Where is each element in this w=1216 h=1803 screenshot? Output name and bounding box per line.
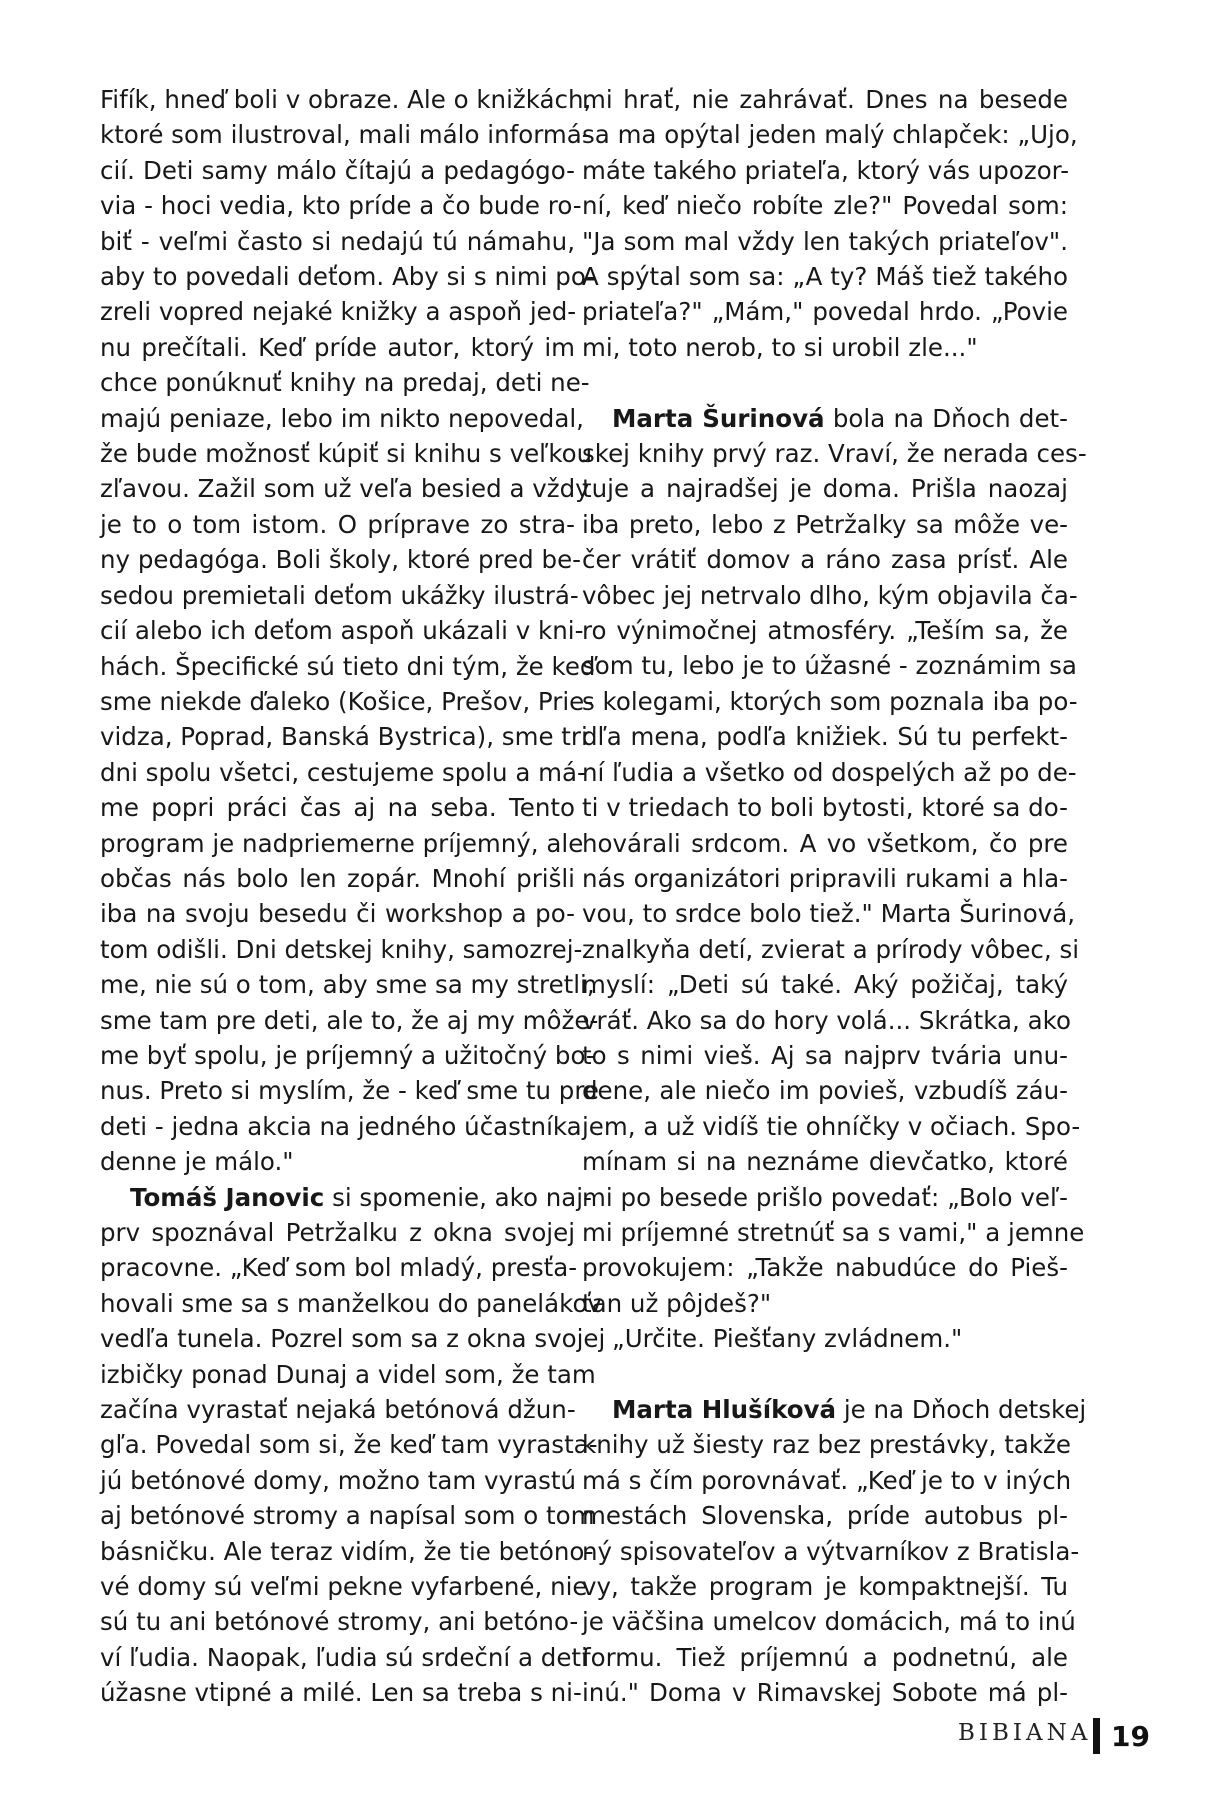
text-line [100,1534,594,1569]
text-line [100,790,575,825]
line-text: vé domy sú veľmi pekne vyfarbené, nie [100,1572,588,1602]
line-text: ný spisovateľov a výtvarníkov z Bratisla- [582,1536,1080,1566]
line-text: skej knihy prvý raz. Vraví, že nerada ces- [582,439,1087,469]
text-line [100,1038,595,1073]
line-text: to s nimi vieš. Aj sa najprv tvária unu- [582,1040,1068,1070]
line-text: zľavou. Zažil som už veľa besied a vždy [100,474,590,504]
paragraph-gap [582,1357,1068,1392]
line-text: ro výnimočnej atmosféry. „Teším sa, že [582,616,1068,646]
line-text: Fifík, hneď boli v obraze. Ale o knižkách, [100,85,592,114]
line-text: prv spoznával Petržalku z okna svojej [100,1218,575,1247]
text-line [100,755,586,790]
text-line [100,294,575,329]
text-line [100,82,592,117]
line-text: dene, ale niečo im povieš, vzbudíš záu- [582,1076,1068,1106]
line-text: iba preto, lebo z Petržalky sa môže ve- [582,509,1068,539]
line-text: ktoré som ilustroval, mali málo informá- [100,120,591,150]
footer-divider [1093,1718,1100,1754]
text-line [100,330,575,365]
person-name: Marta Hlušíková [612,1395,837,1424]
line-text: občas nás bolo len zopár. Mnohí prišli [100,863,575,893]
text-line [582,330,1068,365]
text-line [582,578,1078,613]
text-line [100,188,582,223]
text-line [582,117,1078,152]
text-line [100,153,575,188]
text-line [582,1144,1068,1179]
line-text: majú peniaze, lebo im nikto nepovedal, [100,403,584,433]
text-line [100,861,575,896]
line-text: básničku. Ale teraz vidím, že tie betóno- [100,1536,594,1566]
text-line [582,507,1068,542]
line-text: dni spolu všetci, cestujeme spolu a má- [100,757,586,787]
line-text: je väčšina umelcov domácich, má to inú [582,1607,1076,1637]
line-text: biť - veľmi často si nedajú tú námahu, [100,226,575,256]
text-line [582,967,1068,1002]
line-text: ví ľudia. Naopak, ľudia sú srdeční a deti [100,1642,588,1672]
text-line [100,436,593,471]
text-line [582,471,1068,506]
text-line [582,613,1068,648]
text-line [582,861,1068,896]
page-number: 19 [1111,1720,1150,1753]
text-line [100,401,584,436]
text-line [100,1604,579,1639]
line-text: som tu, lebo je to úžasné - zoznámim sa [582,651,1077,681]
left-text-column [100,82,606,1711]
text-line [100,1215,575,1250]
text-line [582,1534,1080,1569]
line-text: inú." Doma v Rimavskej Sobote má pl- [582,1678,1068,1708]
line-text: sú tu ani betónové stromy, ani betóno- [100,1607,579,1637]
line-text: hách. Špecifické sú tieto dni tým, že keď [100,651,596,681]
text-line [582,1109,1081,1144]
text-line [582,648,1077,683]
text-line [100,967,595,1002]
text-line [100,1392,575,1427]
text-line [582,153,1068,188]
text-line [100,259,596,294]
line-text: ti v triedach to boli bytosti, ktoré sa do- [582,793,1068,823]
line-text: mínam si na neznáme dievčatko, ktoré [582,1147,1068,1177]
line-text: me, nie sú o tom, aby sme sa my stretli, [100,970,595,1000]
line-text: vráť. Ako sa do hory volá... Skrátka, ako [582,1005,1071,1035]
text-line [100,1109,582,1144]
line-text: me byť spolu, je príjemný a užitočný bo- [100,1040,595,1070]
line-text: zreli vopred nejaké knižky a aspoň jed- [100,297,577,327]
line-text: jem, a už vidíš tie ohníčky v očiach. Spo- [582,1111,1081,1141]
text-line [100,613,584,648]
line-text: A spýtal som sa: „A ty? Máš tiež takého [582,262,1068,292]
line-text: aj betónové stromy a napísal som o tom [100,1501,595,1531]
line-text: pracovne. „Keď som bol mladý, presťa- [100,1253,578,1283]
line-text: chce ponúknuť knihy na predaj, deti ne- [100,368,590,398]
text-line [582,1321,1068,1356]
line-text: knihy už šiesty raz bez prestávky, takže [582,1430,1071,1460]
text-line [582,1392,1087,1427]
text-line [100,1321,606,1356]
line-text: provokujem: „Takže nabudúce do Pieš- [582,1253,1068,1283]
line-text: vidza, Poprad, Banská Bystrica), sme tri [100,722,588,752]
line-text: úžasne vtipné a milé. Len sa treba s ni- [100,1678,582,1708]
line-text: máte takého priateľa, ktorý vás upozor- [582,155,1070,185]
text-line [582,1640,1068,1675]
line-text: „Určite. Piešťany zvládnem." [612,1324,963,1354]
line-text: nus. Preto si myslím, že - keď sme tu pre [100,1076,599,1106]
text-line [100,1003,599,1038]
line-text: je na Dňoch detskej [836,1395,1087,1424]
text-line [100,542,581,577]
line-text: dľa mena, podľa knižiek. Sú tu perfekt- [582,722,1068,752]
text-line [582,259,1068,294]
text-line [100,1675,582,1710]
text-line [100,507,575,542]
text-line [582,1569,1068,1604]
line-text: ní ľudia a všetko od dospelých až po de- [582,757,1077,787]
line-text: tuje a najradšej je doma. Prišla naozaj [582,474,1068,504]
line-text: tom odišli. Dni detskej knihy, samozrej- [100,934,583,964]
line-text: mestách Slovenska, príde autobus pl- [582,1501,1068,1531]
line-text: nu prečítali. Keď príde autor, ktorý im [100,332,575,362]
line-text: izbičky ponad Dunaj a videl som, že tam [100,1359,596,1389]
line-text: mi príjemné stretnúť sa s vami," a jemne [582,1217,1085,1247]
line-text: "Ja som mal vždy len takých priateľov". [582,226,1068,256]
text-line [100,826,584,861]
line-text: cií. Deti samy málo čítajú a pedagógo- [100,155,575,185]
line-text: ťan už pôjdeš?" [582,1288,772,1318]
text-line [582,896,1075,931]
line-text: vou, to srdce bolo tiež." Marta Šurinová, [582,899,1075,929]
line-text: vôbec jej netrvalo dlho, kým objavila ča- [582,580,1078,610]
person-name: Marta Šurinová [612,403,825,433]
text-line [582,1180,1068,1215]
text-line [582,224,1068,259]
text-line [100,1357,596,1392]
line-text: sme niekde ďaleko (Košice, Prešov, Prie- [100,686,594,716]
line-text: priateľa?" „Mám," povedal hrdo. „Povie [582,297,1068,327]
text-line [100,1250,578,1285]
right-text-column [582,82,1087,1711]
text-line [582,401,1068,436]
text-line [100,649,596,684]
person-name: Tomáš Janovic [130,1182,325,1212]
line-text: iba na svoju besedu či workshop a po- [100,899,575,929]
text-line [582,436,1087,471]
line-text: hovali sme sa s manželkou do panelákov [100,1288,602,1318]
text-line [100,896,575,931]
line-text: hovárali srdcom. A vo všetkom, čo pre [582,828,1068,858]
line-text: aby to povedali deťom. Aby si s nimi po- [100,262,596,292]
text-line [100,1569,588,1604]
text-line [100,719,588,754]
line-text: znalkyňa detí, zvierat a prírody vôbec, si [582,934,1080,964]
line-text: je to o tom istom. O príprave zo stra- [100,509,575,539]
text-line [582,542,1068,577]
line-text: vy, takže program je kompaktnejší. Tu [582,1572,1068,1602]
line-text: sme tam pre deti, ale to, že aj my môže- [100,1005,599,1035]
text-line [582,1604,1076,1639]
text-line [582,932,1080,967]
line-text: gľa. Povedal som si, že keď tam vyrasta- [100,1430,598,1460]
line-text: denne je málo." [100,1147,294,1177]
page-footer [0,1718,1216,1758]
line-text: jú betónové domy, možno tam vyrastú [100,1465,576,1495]
line-text: mi po besede prišlo povedať: „Bolo veľ- [582,1182,1068,1212]
text-line [582,1498,1068,1533]
text-line [582,790,1068,825]
text-line [582,826,1068,861]
text-line [100,578,579,613]
text-line [582,1463,1072,1498]
text-line [100,1144,575,1179]
line-text: formu. Tiež príjemnú a podnetnú, ale [582,1642,1068,1672]
text-line [582,1038,1068,1073]
text-line [582,1215,1085,1250]
line-text: program je nadpriemerne príjemný, ale [100,828,584,858]
text-line [582,684,1078,719]
line-text: bola na Dňoch det- [824,403,1068,433]
text-line [582,755,1077,790]
line-text: myslí: „Deti sú také. Aký požičaj, taký [582,970,1068,1000]
magazine-name: BIBIANA [958,1720,1092,1746]
text-line [582,82,1068,117]
line-text: mi, toto nerob, to si urobil zle..." [582,332,978,362]
line-text: má s čím porovnávať. „Keď je to v iných [582,1465,1072,1495]
line-text: me popri práci čas aj na seba. Tento [100,793,575,823]
text-line [100,1180,592,1215]
text-line [100,117,591,152]
text-line [100,1640,588,1675]
line-text: že bude možnosť kúpiť si knihu s veľkou [100,439,593,469]
line-text: začína vyrastať nejaká betónová džun- [100,1395,576,1425]
line-text: ny pedagóga. Boli školy, ktoré pred be- [100,545,581,575]
line-text: čer vrátiť domov a ráno zasa prísť. Ale [582,545,1068,575]
line-text: s kolegami, ktorých som poznala iba po- [582,686,1078,716]
text-line [582,1250,1068,1285]
text-line [100,684,594,719]
line-text: cií alebo ich deťom aspoň ukázali v kni- [100,616,584,646]
text-line [582,1675,1068,1710]
text-line [100,1286,602,1321]
text-line [582,1003,1071,1038]
text-line [100,1073,599,1108]
text-line [582,188,1068,223]
text-line [582,719,1068,754]
text-line [100,224,575,259]
line-text: ní, keď niečo robíte zle?" Povedal som: [582,191,1068,221]
text-line [100,1463,575,1498]
line-text: nás organizátori pripravili rukami a hla- [582,863,1068,893]
text-line [100,932,583,967]
text-line [100,365,590,400]
text-line [582,1073,1068,1108]
line-text: sedou premietali deťom ukážky ilustrá- [100,580,579,610]
paragraph-gap [582,365,1068,400]
text-line [582,1286,1068,1321]
line-text: mi hrať, nie zahrávať. Dnes na besede [582,85,1068,114]
text-line [100,1498,595,1533]
line-text: deti - jedna akcia na jedného účastníka [100,1111,582,1141]
text-line [100,471,590,506]
text-line [582,294,1068,329]
line-text: via - hoci vedia, kto príde a čo bude ro- [100,191,582,221]
text-line [582,1427,1071,1462]
line-text: sa ma opýtal jeden malý chlapček: „Ujo, [582,120,1078,150]
text-line [100,1427,598,1462]
line-text: si spomenie, ako naj- [324,1182,592,1212]
line-text: vedľa tunela. Pozrel som sa z okna svojej [100,1324,606,1354]
